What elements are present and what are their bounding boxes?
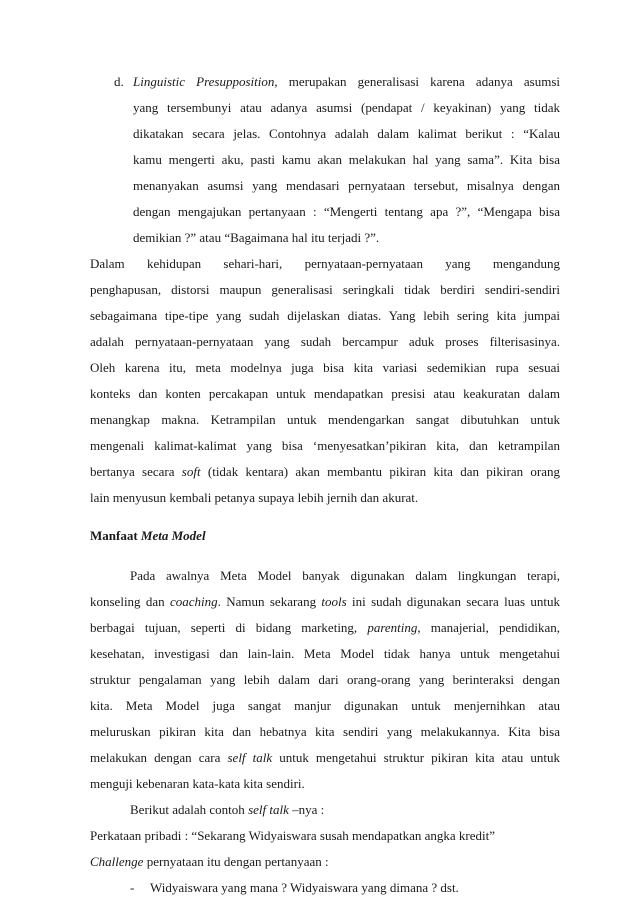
para1-line-6: konteks dan konten percakapan untuk mendapatkan presisi atau keakuratan dalam	[90, 386, 560, 401]
para1-line-8: mengenali kalimat-kalimat yang bisa ‘menyesatkan’pikiran kita, dan ketrampilan	[90, 438, 560, 453]
term-challenge: Challenge	[90, 854, 144, 869]
para1-line-4: adalah pernyataan-pernyataan yang sudah bercampur aduk proses filterisasinya.	[90, 334, 560, 349]
section-heading	[90, 528, 206, 544]
heading-italic: Meta Model	[140, 528, 206, 543]
para1-line-3: sebagaimana tipe-tipe yang sudah dijelaskan diatas. Yang lebih sering kita jumpai	[90, 308, 560, 323]
para2-line-3-a: berbagai tujuan, seperti di bidang marketing,	[90, 620, 368, 635]
para1-line-9-a: bertanya secara	[90, 464, 182, 479]
para1-line-5: Oleh karena itu, meta modelnya juga bisa kita variasi sedemikian rupa sesuai	[90, 360, 560, 375]
term-self-talk-2: self talk	[248, 802, 289, 817]
example-intro-c: –nya :	[288, 802, 325, 817]
para2-line-6: kita. Meta Model juga sangat manjur digunakan untuk menjernihkan atau	[90, 698, 560, 713]
heading-plain: Manfaat	[90, 528, 141, 543]
para2-line-2-c: . Namun sekarang	[217, 594, 322, 609]
example-intro-a: Berikut adalah contoh	[130, 802, 249, 817]
para1-line-9	[90, 464, 560, 480]
item-d-line-1	[133, 74, 560, 90]
para2-line-1: Pada awalnya Meta Model banyak digunakan dalam lingkungan terapi,	[130, 568, 560, 583]
item-d-line-5: menanyakan asumsi yang mendasari pernyataan tersebut, misalnya dengan	[133, 178, 560, 193]
example-intro	[130, 802, 324, 818]
para1-line-2: penghapusan, distorsi maupun generalisasi seringkali tidak berdiri sendiri-sendiri	[90, 282, 560, 297]
term-coaching: coaching	[170, 594, 218, 609]
para2-line-7: meluruskan pikiran kita dan hebatnya kita sendiri yang melakukannya. Kita bisa	[90, 724, 560, 739]
item-d-line-1-text: merupakan generalisasi karena adanya asumsi	[277, 74, 560, 89]
term-linguistic-presupposition: Linguistic Presupposition,	[133, 74, 278, 89]
item-d-line-2: yang tersembunyi atau adanya asumsi (pendapat / keyakinan) yang tidak	[133, 100, 560, 115]
bullet-text: Widyaiswara yang mana ? Widyaiswara yang dimana ? dst.	[150, 880, 459, 895]
para2-line-8-a: melakukan dengan cara	[90, 750, 228, 765]
para2-line-9: menguji kebenaran kata-kata kita sendiri.	[90, 776, 305, 791]
para2-line-2-a: konseling dan	[90, 594, 171, 609]
para2-line-2-e: ini sudah digunakan secara luas untuk	[346, 594, 560, 609]
term-parenting: parenting	[367, 620, 418, 635]
term-soft: soft	[181, 464, 201, 479]
item-d-line-6: dengan mengajukan pertanyaan : “Mengerti tentang apa ?”, “Mengapa bisa	[133, 204, 560, 219]
item-d-line-7: demikian ?” atau “Bagaimana hal itu terjadi ?”.	[133, 230, 380, 245]
para2-line-8	[90, 750, 560, 766]
item-d-line-4: kamu mengerti aku, pasti kamu akan melakukan hal yang sama”. Kita bisa	[133, 152, 560, 167]
bullet-marker: -	[130, 880, 135, 895]
example-challenge	[90, 854, 329, 870]
para2-line-3	[90, 620, 560, 636]
para2-line-2	[90, 594, 560, 610]
para2-line-3-c: , manajerial, pendidikan,	[417, 620, 560, 635]
para1-line-1: Dalam kehidupan sehari-hari, pernyataan-pernyataan yang mengandung	[90, 256, 560, 271]
para2-line-4: kesehatan, investigasi dan lain-lain. Meta Model tidak hanya untuk mengetahui	[90, 646, 560, 661]
para2-line-5: struktur pengalaman yang lebih dalam dari orang-orang yang berinteraksi dengan	[90, 672, 560, 687]
para1-line-10: lain menyusun kembali petanya supaya lebih jernih dan akurat.	[90, 490, 419, 505]
list-marker-d: d.	[114, 74, 124, 89]
term-self-talk: self talk	[227, 750, 273, 765]
example-statement: Perkataan pribadi : “Sekarang Widyaiswara susah mendapatkan angka kredit”	[90, 828, 495, 843]
example-challenge-b: pernyataan itu dengan pertanyaan :	[143, 854, 329, 869]
para2-line-8-c: untuk mengetahui struktur pikiran kita atau untuk	[272, 750, 561, 765]
para1-line-9-c: (tidak kentara) akan membantu pikiran kita dan pikiran orang	[200, 464, 560, 479]
item-d-line-3: dikatakan secara jelas. Contohnya adalah dalam kalimat berikut : “Kalau	[133, 126, 560, 141]
term-tools: tools	[321, 594, 347, 609]
para1-line-7: menangkap makna. Ketrampilan untuk mendengarkan sangat dibutuhkan untuk	[90, 412, 560, 427]
